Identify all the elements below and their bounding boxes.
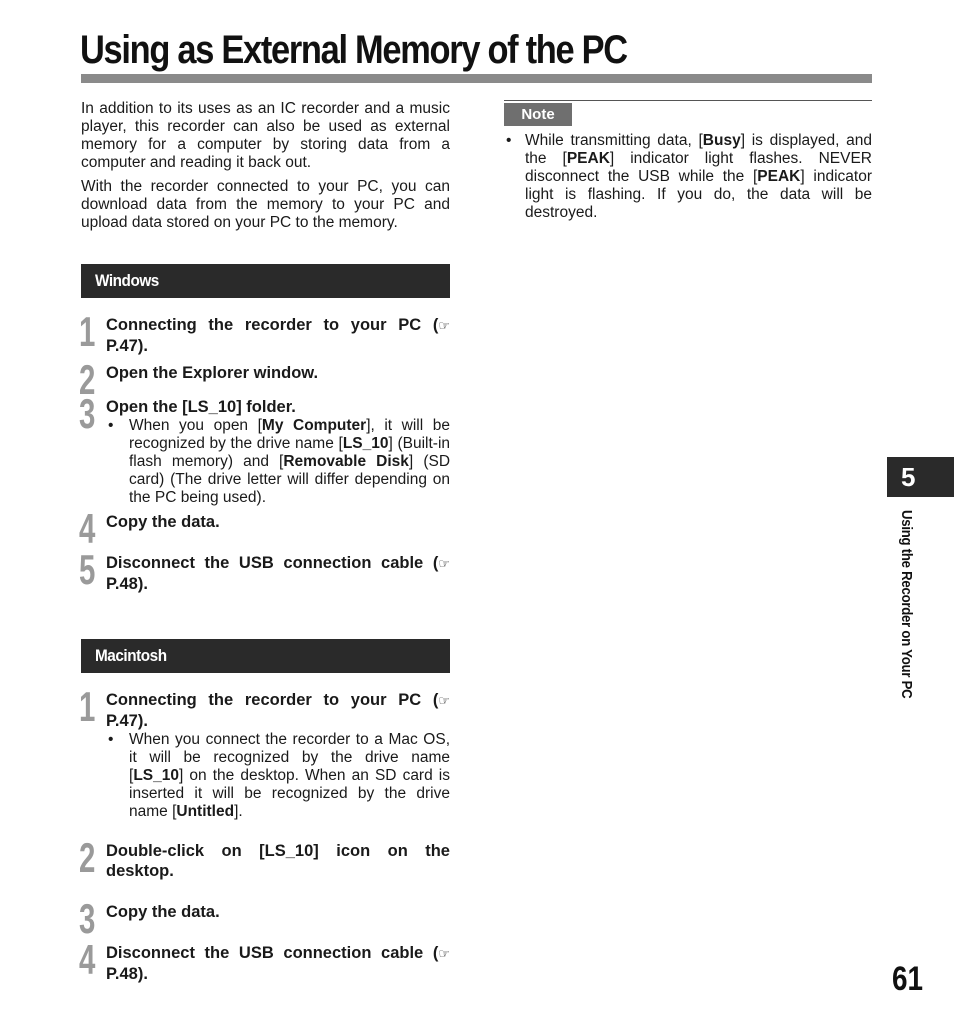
step-number: 1 [79,308,96,355]
intro-paragraph-2: With the recorder connected to your PC, you can download data from the memory to your PC and upload data stored on your PC to the memory. [81,178,450,231]
step-number: 4 [79,936,96,983]
chapter-label: Using the Recorder on Your PC [898,510,915,699]
note-divider [504,100,872,101]
step-number: 4 [79,505,96,552]
step-number: 2 [79,356,96,403]
mac-step-2 [79,834,450,881]
macintosh-heading: Macintosh [81,639,450,673]
page-reference[interactable]: P.48 [106,575,138,593]
step-body [106,731,450,821]
step-title: Double-click on [LS_10] icon on the desktop. [106,842,450,880]
intro-paragraph-1: In addition to its uses as an IC recorder and a music player, this recorder can also be used as external memory for a computer by storing data from a computer and reading it back out. [81,100,450,171]
intro-column [81,100,450,238]
step-title: Disconnect the USB connection cable (☞ P.48). [106,554,450,593]
step-number: 2 [79,834,96,881]
step-number: 3 [79,895,96,942]
windows-step-3 [79,390,451,507]
windows-step-4 [79,505,450,552]
step-title: Copy the data. [106,903,220,921]
windows-step-2 [79,356,450,403]
windows-step-5 [79,546,450,594]
windows-heading: Windows [81,264,450,298]
step-title: Disconnect the USB connection cable (☞ P.48). [106,944,450,983]
mac-step-4 [79,936,450,984]
note-body [504,132,872,222]
note-label: Note [504,103,572,126]
bullet-icon: • [506,132,512,149]
step-number: 3 [79,390,96,437]
step-title: Open the Explorer window. [106,364,319,382]
pointing-hand-icon: ☞ [438,318,450,333]
bullet-icon: • [108,417,114,434]
pointing-hand-icon: ☞ [438,946,450,961]
bullet-item: • While transmitting data, [Busy] is displayed, and the [PEAK] indicator light flashes. NEVER disconnect the USB while the [PEAK] indicator light is flashing. If you do, the data will be destroyed. [506,132,872,221]
step-number: 5 [79,546,96,593]
chapter-tab: 5 [887,457,954,497]
page-reference[interactable]: P.47 [106,337,138,355]
page-reference[interactable]: P.48 [106,965,138,983]
step-title: Open the [LS_10] folder. [106,398,296,416]
title-underline [81,74,872,83]
mac-step-3 [79,895,450,942]
step-title: Copy the data. [106,513,220,531]
mac-step-1 [79,683,450,821]
page-reference[interactable]: P.47 [106,712,138,730]
page-title: Using as External Memory of the PC [80,28,627,72]
bullet-item: • When you open [My Computer], it will be recognized by the drive name [LS_10] (Built-in flash memory) and [Removable Disk] (SD card) (The drive letter will differ depending on the PC being used). [108,417,451,506]
pointing-hand-icon: ☞ [438,556,450,571]
windows-step-1 [79,308,450,356]
pointing-hand-icon: ☞ [438,693,450,708]
page-number: 61 [892,960,924,998]
step-title: Connecting the recorder to your PC (☞ P.47). [106,316,450,355]
step-number: 1 [79,683,96,730]
step-title: Connecting the recorder to your PC (☞ P.47). [106,691,450,730]
step-body [106,417,450,507]
bullet-icon: • [108,731,114,748]
bullet-item: • When you connect the recorder to a Mac OS, it will be recognized by the drive name [LS_10] on the desktop. When an SD card is inserted it will be recognized by the drive name [Untitled]. [108,731,450,820]
